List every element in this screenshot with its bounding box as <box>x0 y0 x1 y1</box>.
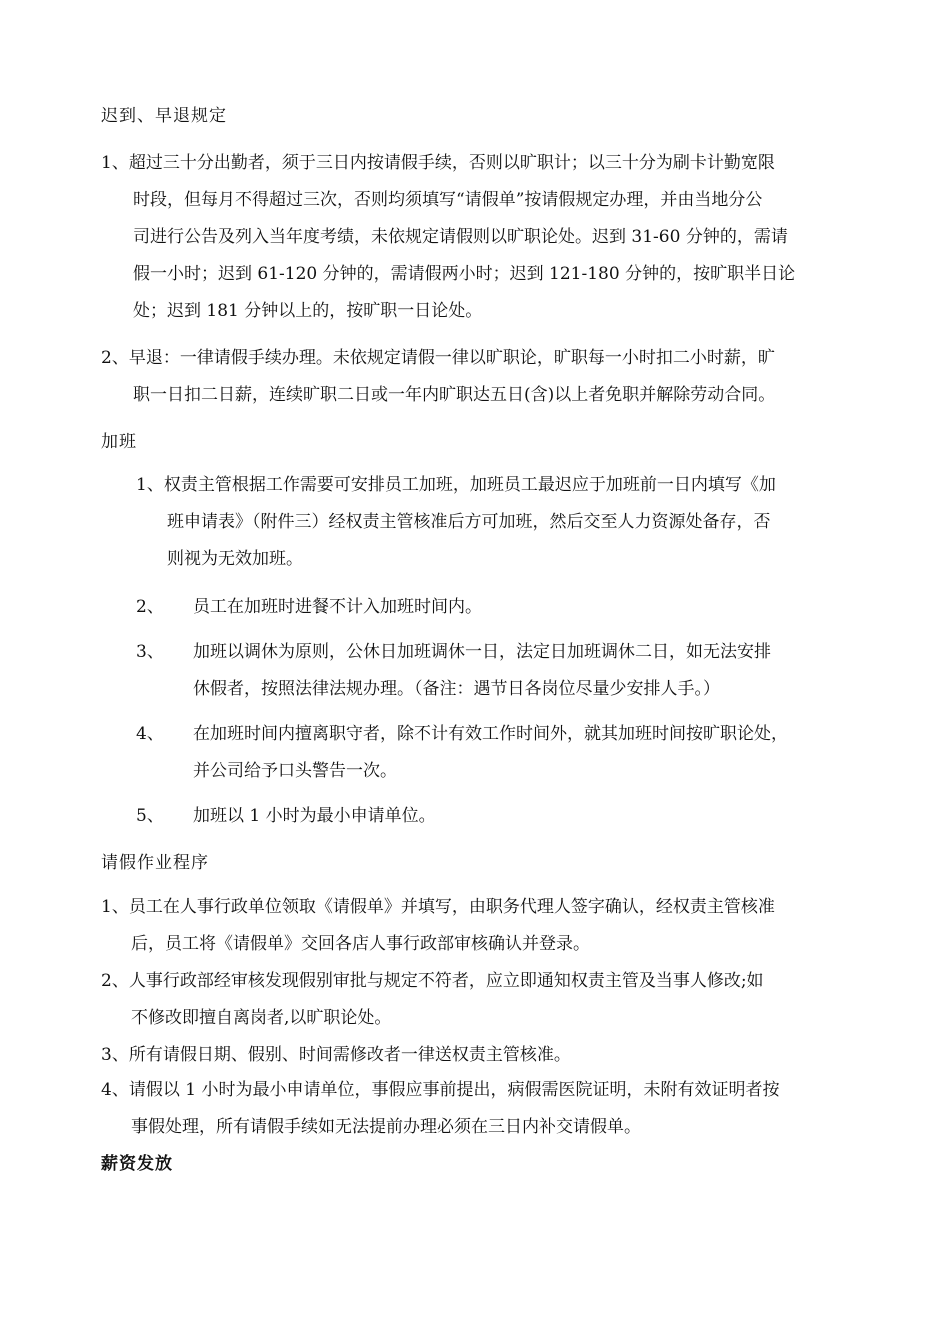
section-heading-overtime: 加班 <box>101 432 137 452</box>
overtime-item-4-line-1: 在加班时间内擅离职守者，除不计有效工作时间外，就其加班时间按旷职论处， <box>193 724 788 744</box>
leave-item-2-line-2: 不修改即擅自离岗者,以旷职论处。 <box>131 1008 392 1028</box>
late-rule-line-1: 1、超过三十分出勤者，须于三日内按请假手续，否则以旷职计；以三十分为刷卡计勤宽限 <box>101 153 775 173</box>
overtime-item-3-line-1: 加班以调休为原则，公休日加班调休一日，法定日加班调休二日，如无法安排 <box>193 642 771 662</box>
overtime-item-1-line-3: 则视为无效加班。 <box>167 549 303 569</box>
late-rule-line-4: 假一小时；迟到 61-120 分钟的，需请假两小时；迟到 121-180 分钟的，按旷职半日论 <box>133 264 796 284</box>
leave-item-2-line-1: 2、人事行政部经审核发现假别审批与规定不符者，应立即通知权责主管及当事人修改;如 <box>101 971 764 991</box>
late-rule-line-3: 司进行公告及列入当年度考绩，未依规定请假则以旷职论处。迟到 31-60 分钟的，需请 <box>133 227 788 247</box>
leave-item-4-line-2: 事假处理，所有请假手续如无法提前办理必须在三日内补交请假单。 <box>131 1117 641 1137</box>
overtime-item-3-line-2: 休假者，按照法律法规办理。（备注：遇节日各岗位尽量少安排人手。） <box>193 679 720 699</box>
overtime-item-4-line-2: 并公司给予口头警告一次。 <box>193 761 397 781</box>
overtime-item-3-number: 3、 <box>136 642 164 662</box>
early-rule-line-2: 职一日扣二日薪，连续旷职二日或一年内旷职达五日(含)以上者免职并解除劳动合同。 <box>133 385 776 405</box>
early-rule-line-1: 2、早退：一律请假手续办理。未依规定请假一律以旷职论，旷职每一小时扣二小时薪，旷 <box>101 348 775 368</box>
overtime-item-1-line-2: 班申请表》（附件三）经权责主管核准后方可加班，然后交至人力资源处备存，否 <box>167 512 771 532</box>
leave-item-4-line-1: 4、请假以 1 小时为最小申请单位，事假应事前提出，病假需医院证明，未附有效证明者按 <box>101 1080 780 1100</box>
leave-item-3-line-1: 3、所有请假日期、假别、时间需修改者一律送权责主管核准。 <box>101 1045 571 1065</box>
overtime-item-1-line-1: 1、权责主管根据工作需要可安排员工加班，加班员工最迟应于加班前一日内填写《加 <box>136 475 776 495</box>
section-heading-leave-procedure: 请假作业程序 <box>101 853 209 873</box>
late-rule-line-2: 时段，但每月不得超过三次，否则均须填写“请假单”按请假规定办理，并由当地分公 <box>133 190 763 210</box>
overtime-item-5-number: 5、 <box>136 806 164 826</box>
section-heading-late-early: 迟到、早退规定 <box>101 106 227 126</box>
overtime-item-4-number: 4、 <box>136 724 164 744</box>
section-heading-salary: 薪资发放 <box>101 1154 173 1174</box>
overtime-item-2-line-1: 员工在加班时进餐不计入加班时间内。 <box>193 597 482 617</box>
late-rule-line-5: 处；迟到 181 分钟以上的，按旷职一日论处。 <box>133 301 483 321</box>
leave-item-1-line-2: 后，员工将《请假单》交回各店人事行政部审核确认并登录。 <box>131 934 590 954</box>
overtime-item-2-number: 2、 <box>136 597 164 617</box>
overtime-item-5-line-1: 加班以 1 小时为最小申请单位。 <box>193 806 436 826</box>
leave-item-1-line-1: 1、员工在人事行政单位领取《请假单》并填写，由职务代理人签字确认，经权责主管核准 <box>101 897 775 917</box>
